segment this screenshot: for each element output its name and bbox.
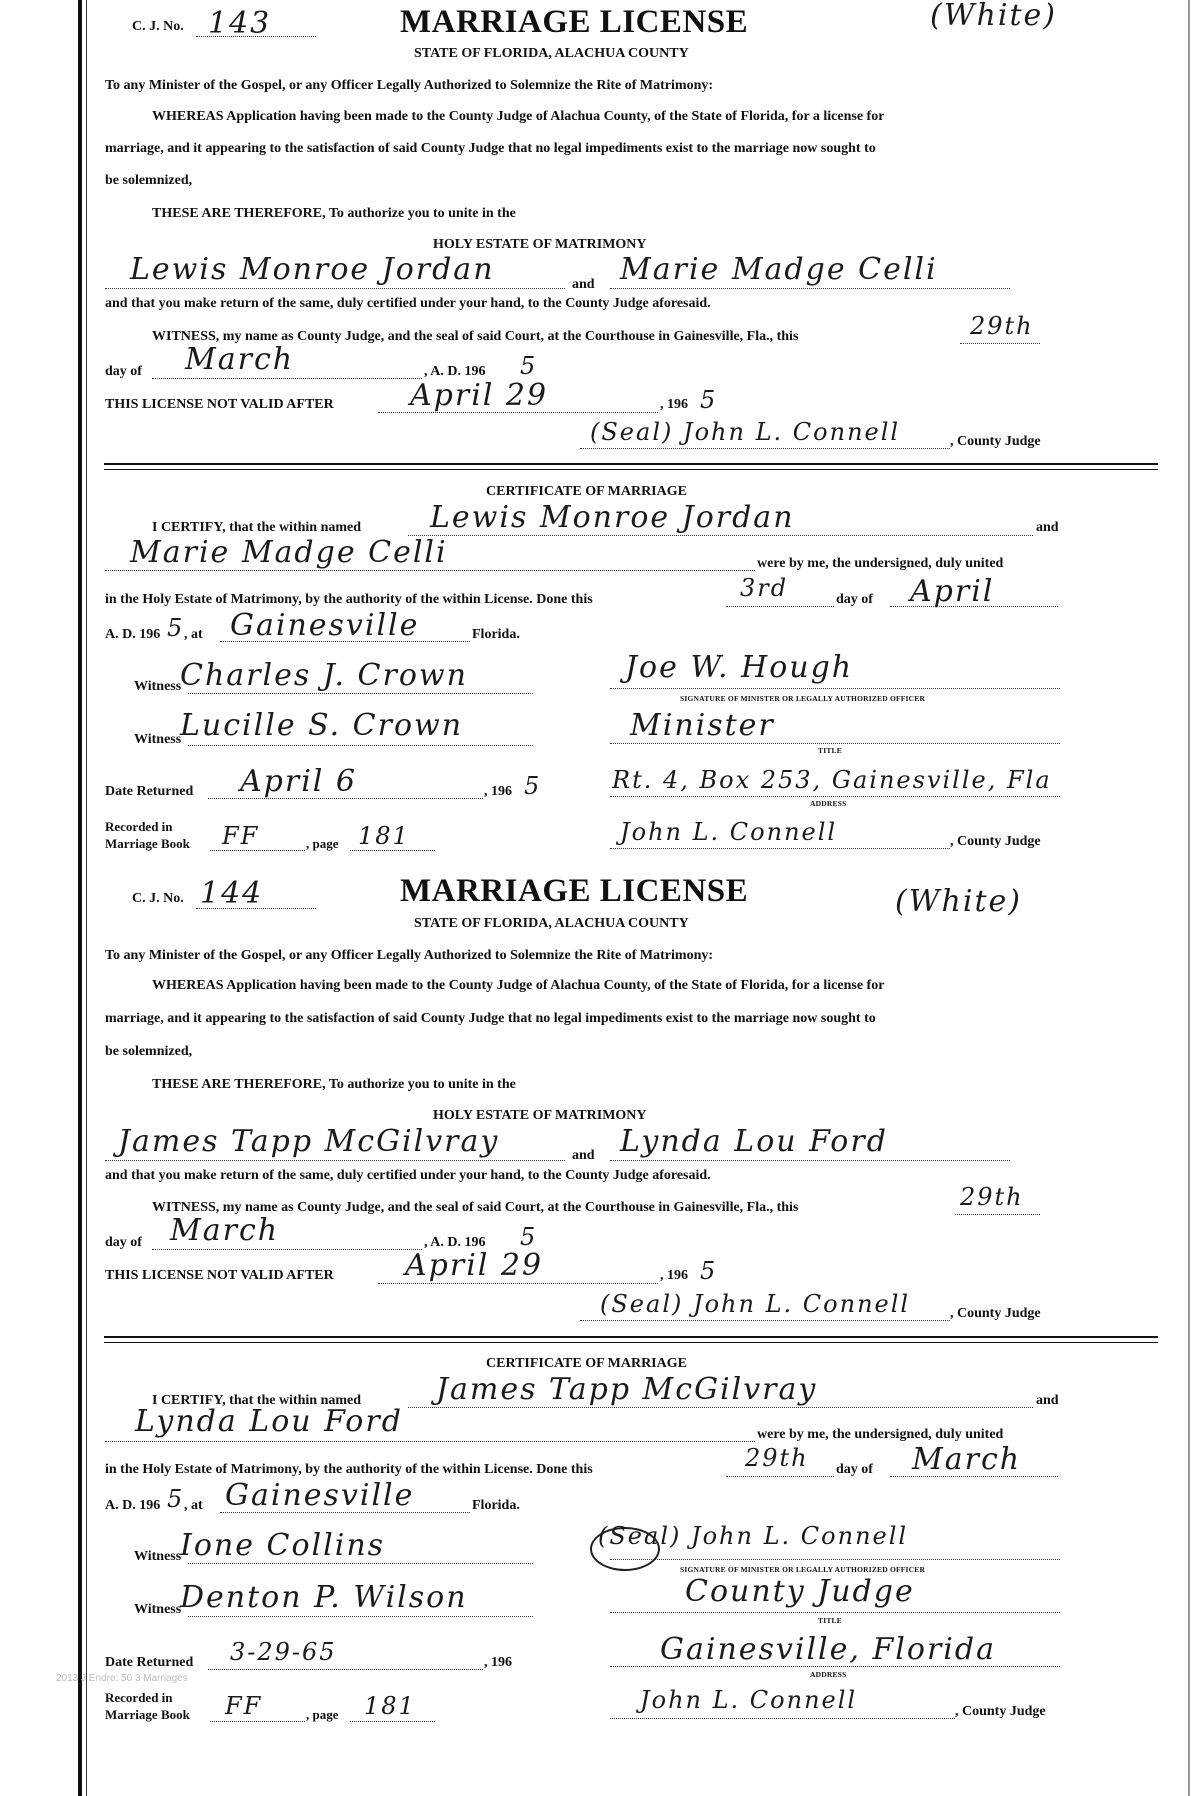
at-label: , at xyxy=(184,627,203,642)
day-of-label: day of xyxy=(105,1235,142,1250)
officer-caption: SIGNATURE OF MINISTER OR LEGALLY AUTHORIZED OFFICER xyxy=(680,1565,926,1574)
license-title: MARRIAGE LICENSE xyxy=(400,4,749,40)
whereas-line-3: be solemnized, xyxy=(105,1044,193,1059)
cert-and: and xyxy=(1036,1393,1059,1408)
race-note: (White) xyxy=(930,0,1057,33)
whereas-line-2: marriage, and it appearing to the satisfaction of said County Judge that no legal impediments exist to the marriage now sought to xyxy=(105,141,876,156)
cert-title: CERTIFICATE OF MARRIAGE xyxy=(486,484,687,499)
left-border-inner xyxy=(86,0,87,1796)
race-note: (White) xyxy=(895,884,1022,919)
done-month: March xyxy=(912,1442,1022,1477)
recorded-label-1: Recorded in xyxy=(105,1690,173,1705)
left-border xyxy=(78,0,82,1796)
watermark-text: 2013 J Endre: 50 3 Marriages xyxy=(56,1673,188,1684)
certify-label: I CERTIFY, that the within named xyxy=(152,1393,362,1408)
witness-2: Denton P. Wilson xyxy=(180,1580,468,1615)
done-day-of: day of xyxy=(836,592,873,607)
address-caption: ADDRESS xyxy=(810,1670,847,1679)
returned-year: 5 xyxy=(524,772,542,800)
place: Gainesville xyxy=(230,608,420,643)
cj-label: C. J. No. xyxy=(132,19,184,34)
groom-name: Lewis Monroe Jordan xyxy=(130,252,495,287)
divider-thin xyxy=(104,469,1158,470)
witness-label-2: Witness xyxy=(134,732,182,747)
whereas-line-1: WHEREAS Application having been made to the County Judge of Alachua County, of the State of Florida, for a license for xyxy=(152,109,885,124)
license-title: MARRIAGE LICENSE xyxy=(400,873,749,909)
license-subtitle: STATE OF FLORIDA, ALACHUA COUNTY xyxy=(414,916,689,931)
cert-groom: James Tapp McGilvray xyxy=(436,1372,818,1407)
united-text: were by me, the undersigned, duly united xyxy=(757,556,1004,571)
and-label: and xyxy=(572,1148,595,1163)
to-any-line: To any Minister of the Gospel, or any Officer Legally Authorized to Solemnize the Rite of Matrimony: xyxy=(105,948,714,963)
whereas-line-1: WHEREAS Application having been made to the County Judge of Alachua County, of the State of Florida, for a license for xyxy=(152,978,885,993)
whereas-line-2: marriage, and it appearing to the satisfaction of said County Judge that no legal impediments exist to the marriage now sought to xyxy=(105,1011,876,1026)
cj-label: C. J. No. xyxy=(132,891,184,906)
bride-name: Marie Madge Celli xyxy=(620,252,938,287)
title-caption: TITLE xyxy=(818,746,842,755)
cert-and: and xyxy=(1036,520,1059,535)
recorded-label-2: Marriage Book xyxy=(105,1707,190,1722)
ad-year: 5 xyxy=(520,1223,538,1251)
ad-year: 5 xyxy=(520,352,538,380)
not-valid-year: 5 xyxy=(700,1257,718,1285)
witness-1: Charles J. Crown xyxy=(180,658,468,693)
officer-signature: (Seal) John L. Connell xyxy=(598,1522,909,1550)
month: March xyxy=(170,1213,280,1248)
not-valid-year-label: , 196 xyxy=(660,1268,688,1283)
address: Gainesville, Florida xyxy=(660,1632,996,1667)
return-line: and that you make return of the same, duly certified under your hand, to the County Judge aforesaid. xyxy=(105,1168,711,1183)
officer-caption: SIGNATURE OF MINISTER OR LEGALLY AUTHORIZED OFFICER xyxy=(680,694,926,703)
cert-groom: Lewis Monroe Jordan xyxy=(430,500,795,535)
florida-label: Florida. xyxy=(472,1498,520,1513)
county-judge-label: , County Judge xyxy=(950,1306,1041,1321)
not-valid-label: THIS LICENSE NOT VALID AFTER xyxy=(105,397,334,412)
address-caption: ADDRESS xyxy=(810,799,847,808)
done-month: April xyxy=(910,574,995,609)
officer-title: County Judge xyxy=(685,1574,915,1609)
holy-estate-heading: HOLY ESTATE OF MATRIMONY xyxy=(433,1108,647,1123)
license-subtitle: STATE OF FLORIDA, ALACHUA COUNTY xyxy=(414,46,689,61)
judge-signature: (Seal) John L. Connell xyxy=(600,1290,911,1318)
and-label: and xyxy=(572,277,595,292)
united-text: were by me, the undersigned, duly united xyxy=(757,1427,1004,1442)
florida-label: Florida. xyxy=(472,627,520,642)
certify-label: I CERTIFY, that the within named xyxy=(152,520,362,535)
done-day: 3rd xyxy=(740,574,789,602)
holy-estate-line: in the Holy Estate of Matrimony, by the authority of the within License. Done this xyxy=(105,592,593,607)
place: Gainesville xyxy=(225,1478,415,1513)
month: March xyxy=(185,342,295,377)
ad2-label: A. D. 196 xyxy=(105,1498,161,1513)
not-valid-label: THIS LICENSE NOT VALID AFTER xyxy=(105,1268,334,1283)
page-label: , page xyxy=(306,836,339,851)
date-returned: April 6 xyxy=(240,764,358,799)
not-valid-date: April 29 xyxy=(405,1248,544,1283)
cert-title: CERTIFICATE OF MARRIAGE xyxy=(486,1356,687,1371)
recorder-title: , County Judge xyxy=(950,834,1041,849)
not-valid-year: 5 xyxy=(700,386,718,414)
holy-estate-heading: HOLY ESTATE OF MATRIMONY xyxy=(433,237,647,252)
bride-name: Lynda Lou Ford xyxy=(620,1124,888,1159)
right-border xyxy=(1188,0,1190,1796)
returned-year-label: , 196 xyxy=(484,1655,512,1670)
date-returned-label: Date Returned xyxy=(105,1655,194,1670)
ad-label: , A. D. 196 xyxy=(424,1235,486,1250)
witness-line: WITNESS, my name as County Judge, and the seal of said Court, at the Courthouse in Gainesville, Fla., this xyxy=(152,1200,799,1215)
ad2-year: 5 xyxy=(167,614,185,642)
returned-year-label: , 196 xyxy=(484,784,512,799)
date-returned: 3-29-65 xyxy=(230,1638,337,1666)
groom-name: James Tapp McGilvray xyxy=(118,1124,500,1159)
done-day: 29th xyxy=(745,1444,809,1472)
witness-label-1: Witness xyxy=(134,1549,182,1564)
done-day-of: day of xyxy=(836,1462,873,1477)
to-any-line: To any Minister of the Gospel, or any Officer Legally Authorized to Solemnize the Rite of Matrimony: xyxy=(105,78,714,93)
divider-thin xyxy=(104,1342,1158,1343)
ad-label: , A. D. 196 xyxy=(424,364,486,379)
witness-day: 29th xyxy=(970,312,1034,340)
recorded-label-2: Marriage Book xyxy=(105,836,190,851)
cj-number: 144 xyxy=(200,876,264,911)
ad2-year: 5 xyxy=(167,1485,185,1513)
date-returned-label: Date Returned xyxy=(105,784,194,799)
witness-line: WITNESS, my name as County Judge, and the seal of said Court, at the Courthouse in Gainesville, Fla., this xyxy=(152,329,799,344)
return-line: and that you make return of the same, duly certified under your hand, to the County Judge aforesaid. xyxy=(105,296,711,311)
recorded-label-1: Recorded in xyxy=(105,819,173,834)
cj-number: 143 xyxy=(208,6,272,41)
officer-title: Minister xyxy=(630,708,775,743)
page: 181 xyxy=(358,822,410,850)
officer-signature: Joe W. Hough xyxy=(625,650,854,685)
not-valid-year-label: , 196 xyxy=(660,397,688,412)
title-caption: TITLE xyxy=(818,1616,842,1625)
recorder-signature: John L. Connell xyxy=(620,818,838,846)
these-line: THESE ARE THEREFORE, To authorize you to unite in the xyxy=(152,1077,516,1092)
divider xyxy=(104,1336,1158,1338)
witness-label-2: Witness xyxy=(134,1602,182,1617)
witness-2: Lucille S. Crown xyxy=(180,708,464,743)
cert-bride: Marie Madge Celli xyxy=(130,535,448,570)
page-label: , page xyxy=(306,1707,339,1722)
these-line: THESE ARE THEREFORE, To authorize you to unite in the xyxy=(152,206,516,221)
book: FF xyxy=(225,1692,263,1720)
at-label: , at xyxy=(184,1498,203,1513)
cert-bride: Lynda Lou Ford xyxy=(135,1404,403,1439)
address: Rt. 4, Box 253, Gainesville, Fla xyxy=(612,766,1052,794)
divider xyxy=(104,463,1158,465)
witness-1: Ione Collins xyxy=(180,1528,386,1563)
book: FF xyxy=(222,822,260,850)
holy-estate-line: in the Holy Estate of Matrimony, by the authority of the within License. Done this xyxy=(105,1462,593,1477)
ad2-label: A. D. 196 xyxy=(105,627,161,642)
recorder-signature: John L. Connell xyxy=(640,1686,858,1714)
county-judge-label: , County Judge xyxy=(950,434,1041,449)
whereas-line-3: be solemnized, xyxy=(105,173,193,188)
not-valid-date: April 29 xyxy=(410,378,549,413)
witness-label-1: Witness xyxy=(134,679,182,694)
judge-signature: (Seal) John L. Connell xyxy=(590,418,901,446)
page: 181 xyxy=(364,1692,416,1720)
recorder-title: , County Judge xyxy=(955,1704,1046,1719)
witness-day: 29th xyxy=(960,1183,1024,1211)
day-of-label: day of xyxy=(105,364,142,379)
